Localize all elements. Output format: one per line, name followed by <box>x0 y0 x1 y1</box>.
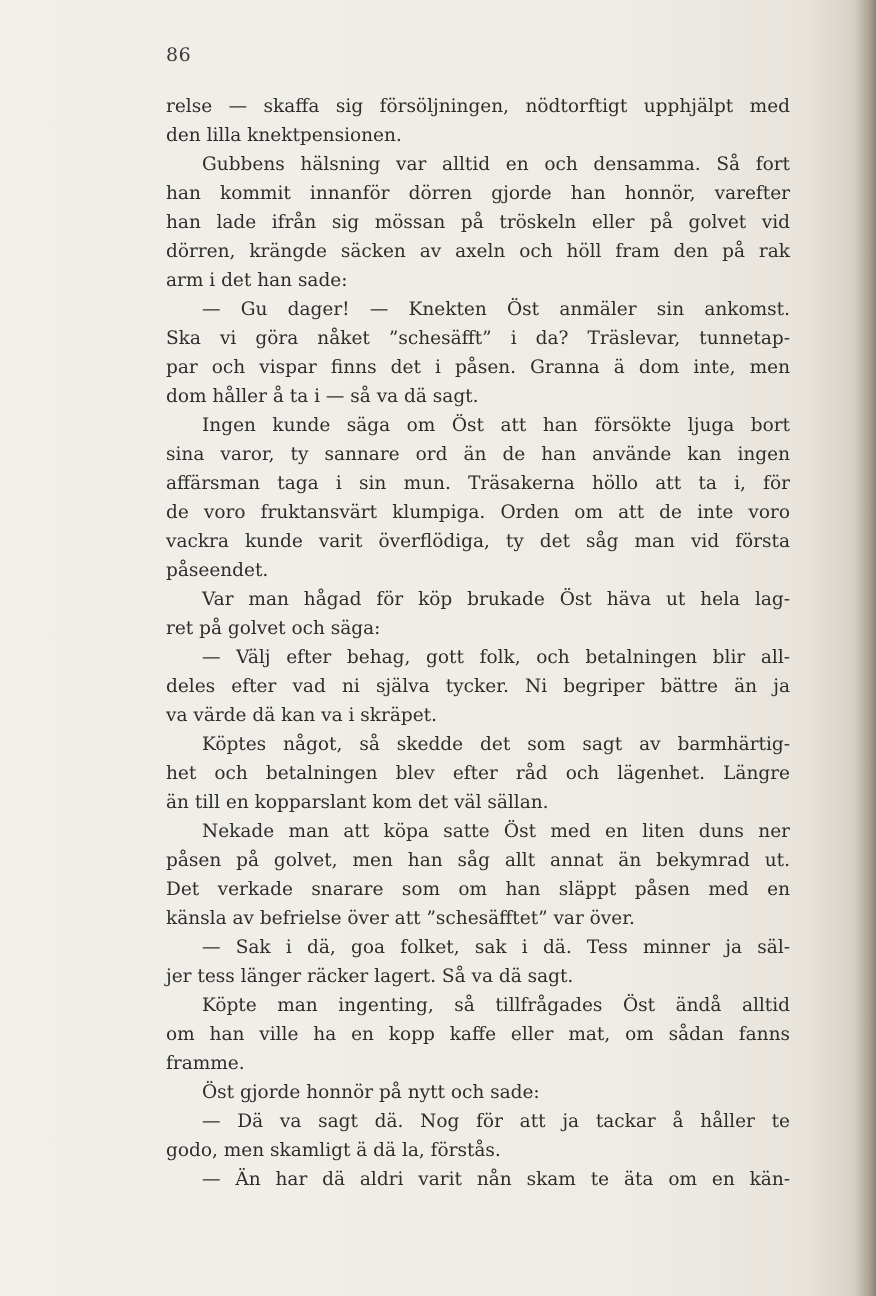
text-line: va värde dä kan va i skräpet. <box>166 705 437 726</box>
text-line: ret på golvet och säga: <box>166 618 381 639</box>
text-line: Köpte man ingenting, så tillfrågades Öst ändå alltid <box>202 995 790 1016</box>
text-line: Gubbens hälsning var alltid en och densamma. Så fort <box>202 154 790 175</box>
text-line: han lade ifrån sig mössan på tröskeln eller på golvet vid <box>166 212 790 233</box>
text-line: känsla av befrielse över att ”schesäfftet” var över. <box>166 908 635 929</box>
text-line: den lilla knektpensionen. <box>166 125 402 146</box>
text-line: jer tess länger räcker lagert. Så va dä sagt. <box>166 966 574 987</box>
text-line: sina varor, ty sannare ord än de han använde kan ingen <box>166 444 790 465</box>
text-line: deles efter vad ni själva tycker. Ni begriper bättre än ja <box>166 676 790 697</box>
page-number: 86 <box>166 44 192 66</box>
page-binding-edge <box>856 0 876 1296</box>
text-line: par och vispar finns det i påsen. Granna ä dom inte, men <box>166 357 790 378</box>
text-line: om han ville ha en kopp kaffe eller mat, om sådan fanns <box>166 1024 790 1045</box>
text-line: Ska vi göra nåket ”schesäfft” i da? Träslevar, tunnetap- <box>166 328 790 349</box>
text-line: påseendet. <box>166 560 269 581</box>
text-line: än till en kopparslant kom det väl sällan. <box>166 792 549 813</box>
text-line: påsen på golvet, men han såg allt annat än bekymrad ut. <box>166 850 790 871</box>
text-line: Ingen kunde säga om Öst att han försökte ljuga bort <box>202 415 790 436</box>
text-line: — Dä va sagt dä. Nog för att ja tackar å håller te <box>202 1111 790 1132</box>
text-line: — Sak i dä, goa folket, sak i dä. Tess minner ja säl- <box>202 937 790 958</box>
text-line: Köptes något, så skedde det som sagt av barmhärtig- <box>202 734 790 755</box>
text-line: — Gu dager! — Knekten Öst anmäler sin ankomst. <box>202 299 790 320</box>
text-line: dom håller å ta i — så va dä sagt. <box>166 386 479 407</box>
text-line: han kommit innanför dörren gjorde han honnör, varefter <box>166 183 790 204</box>
text-line: — Välj efter behag, gott folk, och betalningen blir all- <box>202 647 790 668</box>
text-line: framme. <box>166 1053 245 1074</box>
text-line: — Än har dä aldri varit nån skam te äta om en kän- <box>202 1169 790 1190</box>
text-line: Det verkade snarare som om han släppt påsen med en <box>166 879 790 900</box>
text-line: Var man hågad för köp brukade Öst häva ut hela lag- <box>202 589 790 610</box>
text-line: Öst gjorde honnör på nytt och sade: <box>202 1082 540 1103</box>
text-line: vackra kunde varit överflödiga, ty det såg man vid första <box>166 531 790 552</box>
text-line: het och betalningen blev efter råd och lägenhet. Längre <box>166 763 790 784</box>
text-line: relse — skaffa sig försöljningen, nödtorftigt upphjälpt med <box>166 96 790 117</box>
text-line: Nekade man att köpa satte Öst med en liten duns ner <box>202 821 790 842</box>
text-line: arm i det han sade: <box>166 270 348 291</box>
text-line: godo, men skamligt ä dä la, förstås. <box>166 1140 501 1161</box>
text-line: dörren, krängde säcken av axeln och höll fram den på rak <box>166 241 790 262</box>
text-line: affärsman taga i sin mun. Träsakerna höllo att ta i, för <box>166 473 790 494</box>
body-text <box>166 92 790 1194</box>
text-line: de voro fruktansvärt klumpiga. Orden om att de inte voro <box>166 502 790 523</box>
